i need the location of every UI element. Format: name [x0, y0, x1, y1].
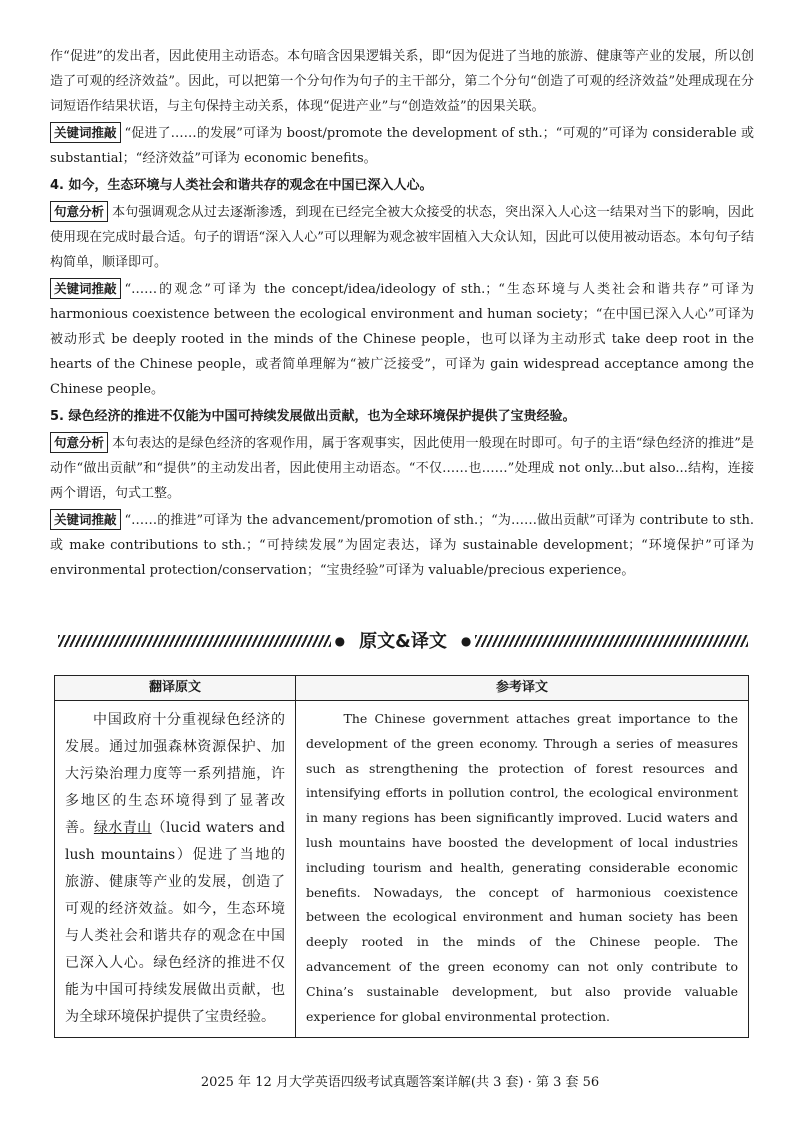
keyword-note-5 — [50, 508, 754, 583]
translation-text: The Chinese government attaches great importance to the development of the green economy. Through a series of measures such as strengthening the protection of forest resources and intensifying efforts in pollution control, the ecological environment in many regions has been significantly improved. Lucid waters and lush mountains have boosted the development of local industries including tourism and health, generating considerable economic benefits. Nowadays, the concept of harmonious coexistence between the ecological environment and human society has been deeply rooted in the minds of the Chinese people. The advancement of the green economy can not only contribute to China’s sustainable development, but also provide valuable experience for global environmental protection. — [306, 711, 738, 1024]
keyword-tag: 关键词推敲 — [50, 509, 121, 530]
sentence-4-heading: 4. 如今，生态环境与人类社会和谐共存的观念在中国已深入人心。 — [50, 178, 433, 193]
column-header-source: 翻译原文 — [55, 676, 296, 701]
sentence-5-heading: 5. 绿色经济的推进不仅能为中国可持续发展做出贡献，也为全球环境保护提供了宝贵经验。 — [50, 409, 576, 424]
keyword-tag: 关键词推敲 — [50, 122, 121, 143]
analysis-text: 本句强调观念从过去逐渐渗透，到现在已经完全被大众接受的状态，突出深入人心这一结果对当下的影响，因此使用现在完成时最合适。句子的谓语“深入人心”可以理解为观念被牢固植入大众认知，因此可以使用被动语态。本句句子结构简单，顺译即可。 — [50, 205, 754, 270]
hatch-decoration-left — [58, 635, 331, 647]
keyword-tag: 关键词推敲 — [50, 278, 121, 299]
analysis-tag: 句意分析 — [50, 201, 108, 222]
table-row — [55, 701, 749, 1038]
bullet-dot-icon: ● — [334, 633, 346, 648]
page-footer: 2025 年 12 月大学英语四级考试真题答案详解(共 3 套) · 第 3 套 56 — [200, 1075, 600, 1090]
hatch-decoration-right — [475, 635, 748, 647]
section-title: 原文&译文 — [359, 630, 447, 652]
source-text — [65, 707, 285, 1031]
analysis-note-5 — [50, 431, 754, 506]
translation-text-cell — [296, 701, 749, 1038]
bullet-dot-icon: ● — [460, 633, 472, 648]
keyword-text: “……的观念”可译为 the concept/idea/ideology of sth.；“生态环境与人类社会和谐共存”可译为 harmonious coexistence between the ecological environment and human society；“在中国已深入人心”可译为被动形式 be deeply rooted in the minds of the Chinese people，也可以译为主动形式 take deep root in the hearts of the Chinese people，或者简单理解为“被广泛接受”，可译为 gain widespread acceptance among the Chinese people。 — [50, 282, 754, 397]
source-text-cell — [55, 701, 296, 1038]
source-text-part: （lucid waters and lush mountains）促进了当地的旅游、健康等产业的发展，创造了可观的经济效益。如今，生态环境与人类社会和谐共存的观念在中国已深入人心。绿色经济的推进不仅能为中国可持续发展做出贡献，也为全球环境保护提供了宝贵经验。 — [65, 820, 286, 1025]
analysis-paragraph-continued: 作“促进”的发出者，因此使用主动语态。本句暗含因果逻辑关系，即“因为促进了当地的旅游、健康等产业的发展，所以创造了可观的经济效益”。因此，可以把第一个分句作为句子的主干部分，第二个分句“创造了可观的经济效益”处理成现在分词短语作结果状语，与主句保持主动关系，体现“促进产业”与“创造效益”的因果关联。 — [50, 49, 754, 114]
keyword-text: “促进了……的发展”可译为 boost/promote the development of sth.；“可观的”可译为 considerable 或 substantial；“经济效益”可译为 economic benefits。 — [50, 126, 754, 166]
section-divider — [58, 629, 748, 653]
keyword-note-3 — [50, 121, 754, 171]
source-text-part: 中国政府十分重视绿色经济的发展。通过加强森林资源保护、加大污染治理力度等一系列措施，许多地区的生态环境得到了显著改善。 — [65, 712, 285, 836]
analysis-tag: 句意分析 — [50, 432, 108, 453]
column-header-reference: 参考译文 — [296, 676, 749, 701]
analysis-note-4 — [50, 200, 754, 275]
underlined-term: 绿水青山 — [93, 820, 152, 836]
translation-table — [54, 675, 749, 1038]
keyword-note-4 — [50, 277, 754, 402]
keyword-text: “……的推进”可译为 the advancement/promotion of sth.；“为……做出贡献”可译为 contribute to sth.或 make contributions to sth.；“可持续发展”为固定表达，译为 sustainable development；“环境保护”可译为 environmental protection/conservation；“宝贵经验”可译为 valuable/precious experience。 — [50, 513, 754, 578]
main-content — [50, 44, 754, 583]
analysis-text: 本句表达的是绿色经济的客观作用，属于客观事实，因此使用一般现在时即可。句子的主语“绿色经济的推进”是动作“做出贡献”和“提供”的主动发出者，因此使用主动语态。“不仅……也……”处理成 not only...but also...结构，连接两个谓语，句式工整。 — [50, 436, 754, 501]
